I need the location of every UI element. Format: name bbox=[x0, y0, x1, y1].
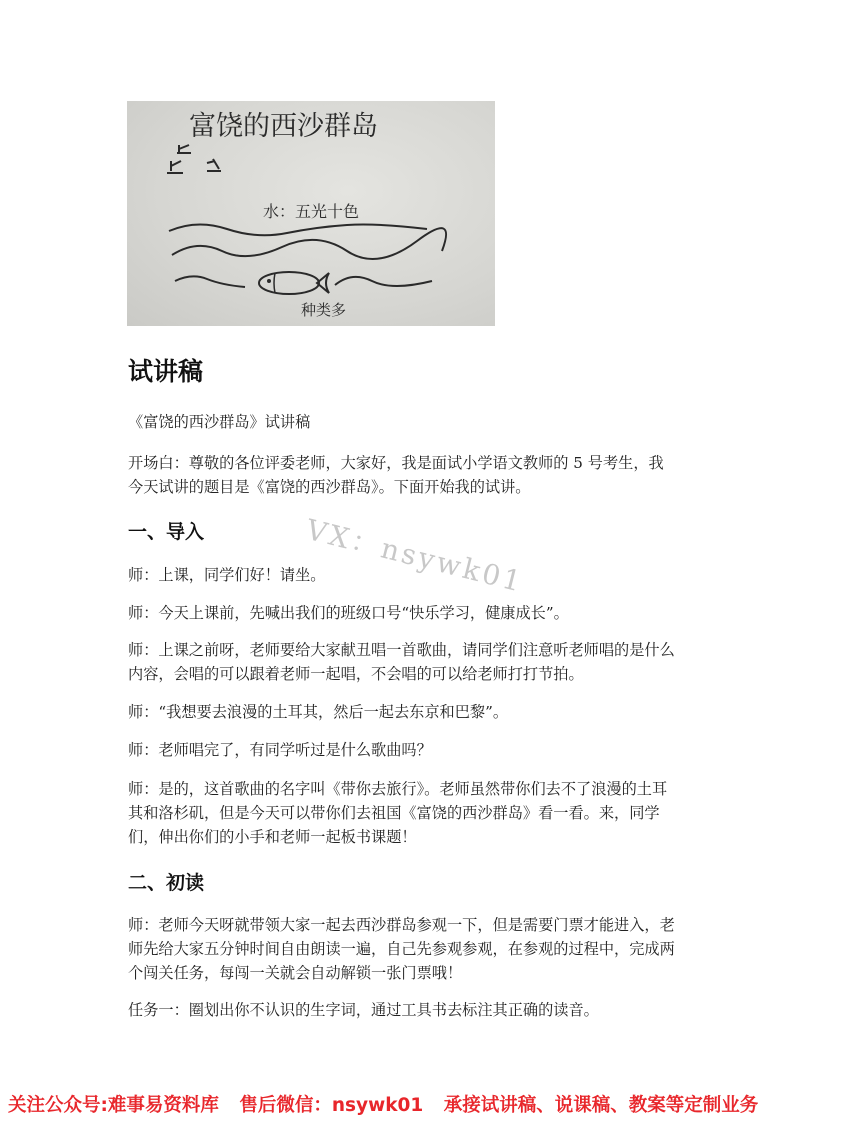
paragraph-line: 师先给大家五分钟时间自由朗读一遍，自己先参观参观，在参观的过程中，完成两 bbox=[128, 940, 675, 958]
blackboard-sketch-photo bbox=[127, 101, 495, 326]
document-subtitle: 《富饶的西沙群岛》试讲稿 bbox=[128, 413, 311, 431]
watermark: VX：nsywk01 bbox=[302, 512, 528, 599]
paragraph-line: 个闯关任务，每闯一关就会自动解锁一张门票哦！ bbox=[128, 964, 463, 982]
section-heading-first-reading: 二、初读 bbox=[128, 872, 205, 894]
footer-services: 承接试讲稿、说课稿、教案等定制业务 bbox=[443, 1095, 759, 1116]
paragraph-line: 师：是的，这首歌曲的名字叫《带你去旅行》。老师虽然带你们去不了浪漫的土耳 bbox=[128, 780, 668, 798]
intro-line-2: 今天试讲的题目是《富饶的西沙群岛》。下面开始我的试讲。 bbox=[128, 478, 531, 496]
paragraph: 师：今天上课前，先喊出我们的班级口号“快乐学习，健康成长”。 bbox=[128, 604, 569, 622]
sketch-title: 富饶的西沙群岛 bbox=[189, 111, 378, 142]
paragraph-line: 师：老师今天呀就带领大家一起去西沙群岛参观一下，但是需要门票才能进入，老 bbox=[128, 916, 675, 934]
paragraph-line: 其和洛杉矶，但是今天可以带你们去祖国《富饶的西沙群岛》看一看。来，同学 bbox=[128, 804, 660, 822]
handwritten-sketch bbox=[127, 101, 495, 326]
intro-line-1: 开场白：尊敬的各位评委老师，大家好，我是面试小学语文教师的 5 号考生，我 bbox=[128, 454, 664, 472]
sketch-fish-label: 种类多 bbox=[301, 301, 347, 319]
footer-wechat-account: 关注公众号:难事易资料库 bbox=[8, 1095, 219, 1116]
paragraph-line: 们，伸出你们的小手和老师一起板书课题！ bbox=[128, 828, 417, 846]
footer-banner bbox=[0, 1090, 866, 1122]
footer-support-wechat: 售后微信：nsywk01 bbox=[239, 1095, 424, 1116]
paragraph-line: 师：上课之前呀，老师要给大家献丑唱一首歌曲，请同学们注意听老师唱的是什么 bbox=[128, 641, 675, 659]
paragraph: 任务一：圈划出你不认识的生字词，通过工具书去标注其正确的读音。 bbox=[128, 1001, 599, 1019]
sketch-water-label: 水：五光十色 bbox=[263, 202, 360, 221]
page-title: 试讲稿 bbox=[128, 357, 204, 386]
paragraph: 师：老师唱完了，有同学听过是什么歌曲吗？ bbox=[128, 741, 432, 759]
paragraph: 师：“我想要去浪漫的土耳其，然后一起去东京和巴黎”。 bbox=[128, 703, 509, 721]
section-heading-intro: 一、导入 bbox=[128, 521, 205, 543]
paragraph: 师：上课，同学们好！请坐。 bbox=[128, 566, 326, 584]
paragraph-line: 内容，会唱的可以跟着老师一起唱，不会唱的可以给老师打打节拍。 bbox=[128, 665, 584, 683]
